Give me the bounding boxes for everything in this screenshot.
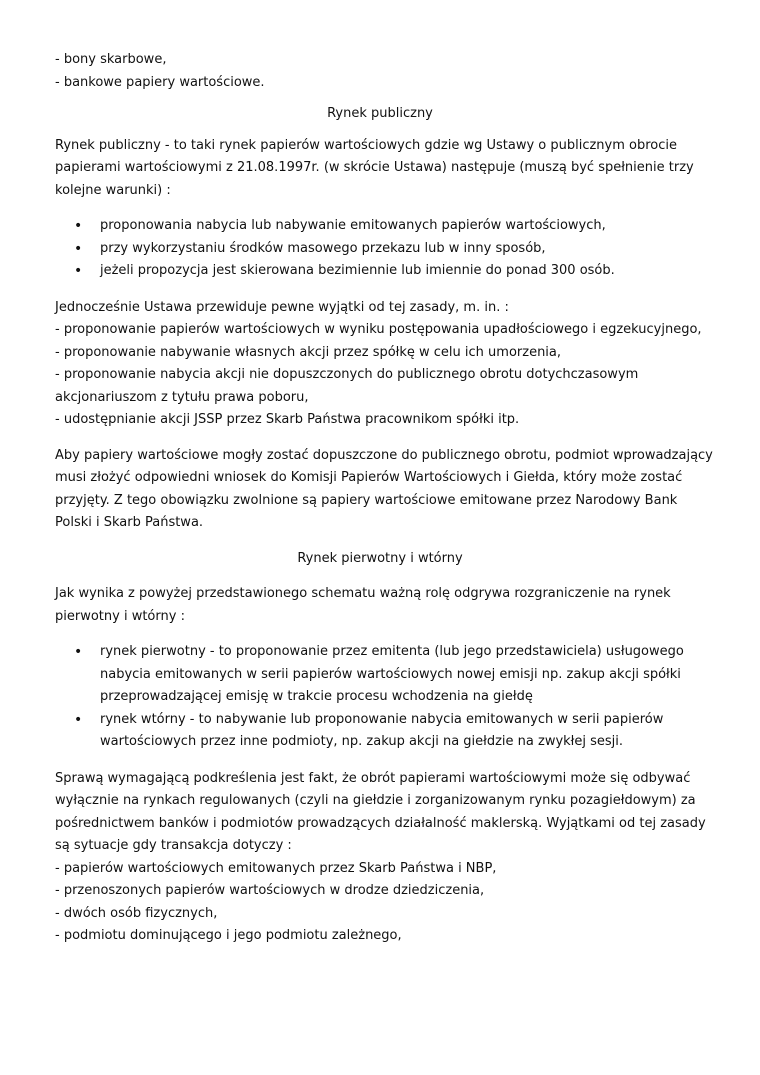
text-line: Sprawą wymagającą podkreślenia jest fakt, że obrót papierami wartościowymi może się odbywać	[55, 770, 691, 786]
list-item: - bony skarbowe,	[55, 52, 167, 67]
paragraph-rozgraniczenie	[55, 583, 705, 628]
text-line: przyjęty. Z tego obowiązku zwolnione są papiery wartościowe emitowane przez Narodowy Bank	[55, 492, 678, 508]
paragraph-regulated-markets	[55, 768, 705, 948]
text-line: musi złożyć odpowiedni wniosek do Komisji Papierów Wartościowych i Giełda, który może zostać	[55, 470, 683, 485]
bullet-icon: •	[74, 240, 83, 257]
text-line: - podmiotu dominującego i jego podmiotu zależnego,	[55, 928, 402, 943]
text-line: Jednocześnie Ustawa przewiduje pewne wyjątki od tej zasady, m. in. :	[55, 299, 509, 315]
text-line: Rynek publiczny - to taki rynek papierów wartościowych gdzie wg Ustawy o publicznym obrocie	[55, 137, 678, 153]
text-line: - dwóch osób fizycznych,	[55, 905, 218, 921]
bullet-item	[55, 709, 705, 754]
section-heading-rynek-publiczny: Rynek publiczny	[327, 106, 433, 121]
text-line: kolejne warunki) :	[55, 182, 171, 198]
bullet-text-line: przeprowadzającej emisję w trakcie procesu wchodzenia na giełdę	[100, 689, 533, 704]
document-page	[55, 49, 713, 948]
bullet-icon: •	[74, 711, 83, 728]
bullet-item	[55, 260, 705, 283]
text-line: akcjonariuszom z tytułu prawa poboru,	[55, 389, 309, 405]
text-line: pierwotny i wtórny :	[55, 608, 185, 624]
text-line: - proponowanie nabywanie własnych akcji przez spółkę w celu ich umorzenia,	[55, 344, 562, 360]
bullet-text-line: rynek pierwotny - to proponowanie przez emitenta (lub jego przedstawiciela) usługowego	[100, 644, 684, 659]
text-line: - papierów wartościowych emitowanych przez Skarb Państwa i NBP,	[55, 860, 497, 876]
paragraph-admission	[55, 445, 713, 535]
text-line: są sytuacje gdy transakcja dotyczy :	[55, 838, 292, 853]
bullet-text: proponowania nabycia lub nabywanie emitowanych papierów wartościowych,	[100, 218, 606, 233]
text-line: Aby papiery wartościowe mogły zostać dopuszczone do publicznego obrotu, podmiot wprowadzający	[55, 447, 713, 463]
bullet-list-markets	[55, 641, 705, 754]
paragraph-rynek-publiczny-definition	[55, 135, 705, 203]
text-line: Jak wynika z powyżej przedstawionego schematu ważną rolę odgrywa rozgraniczenie na rynek	[55, 586, 671, 601]
bullet-text-line: nabycia emitowanych w serii papierów wartościowych nowej emisji np. zakup akcji spółki	[100, 666, 681, 682]
text-line: Polski i Skarb Państwa.	[55, 515, 204, 530]
text-line: pośrednictwem banków i podmiotów prowadzących działalność maklerską. Wyjątkami od tej zasady	[55, 815, 706, 831]
bullet-item	[55, 641, 705, 709]
text-line: - proponowanie papierów wartościowych w wyniku postępowania upadłościowego i egzekucyjnego,	[55, 322, 702, 337]
bullet-text-line: rynek wtórny - to nabywanie lub proponowanie nabycia emitowanych w serii papierów	[100, 711, 664, 727]
intro-list	[55, 49, 705, 94]
bullet-text-line: wartościowych przez inne podmioty, np. zakup akcji na giełdzie na zwykłej sesji.	[100, 734, 624, 749]
bullet-text: przy wykorzystaniu środków masowego przekazu lub w inny sposób,	[100, 240, 546, 256]
text-line: - przenoszonych papierów wartościowych w drodze dziedziczenia,	[55, 883, 485, 898]
text-line: - udostępnianie akcji JSSP przez Skarb Państwa pracownikom spółki itp.	[55, 412, 520, 427]
bullet-list-conditions	[55, 215, 705, 283]
bullet-icon: •	[74, 218, 83, 234]
section-heading-rynek-pierwotny-i-wtorny: Rynek pierwotny i wtórny	[297, 550, 463, 566]
bullet-text: jeżeli propozycja jest skierowana bezimiennie lub imiennie do ponad 300 osób.	[100, 263, 615, 278]
bullet-icon: •	[74, 263, 83, 279]
bullet-item	[55, 215, 705, 238]
text-line: papierami wartościowymi z 21.08.1997r. (w skrócie Ustawa) następuje (muszą być spełnienie trzy	[55, 160, 694, 175]
bullet-item	[55, 238, 705, 261]
bullet-icon: •	[74, 644, 83, 660]
list-item: - bankowe papiery wartościowe.	[55, 74, 265, 90]
text-line: - proponowanie nabycia akcji nie dopuszczonych do publicznego obrotu dotychczasowym	[55, 367, 639, 382]
text-line: wyłącznie na rynkach regulowanych (czyli na giełdzie i zorganizowanym rynku pozagiełdowym) za	[55, 793, 696, 808]
paragraph-exceptions	[55, 297, 705, 432]
